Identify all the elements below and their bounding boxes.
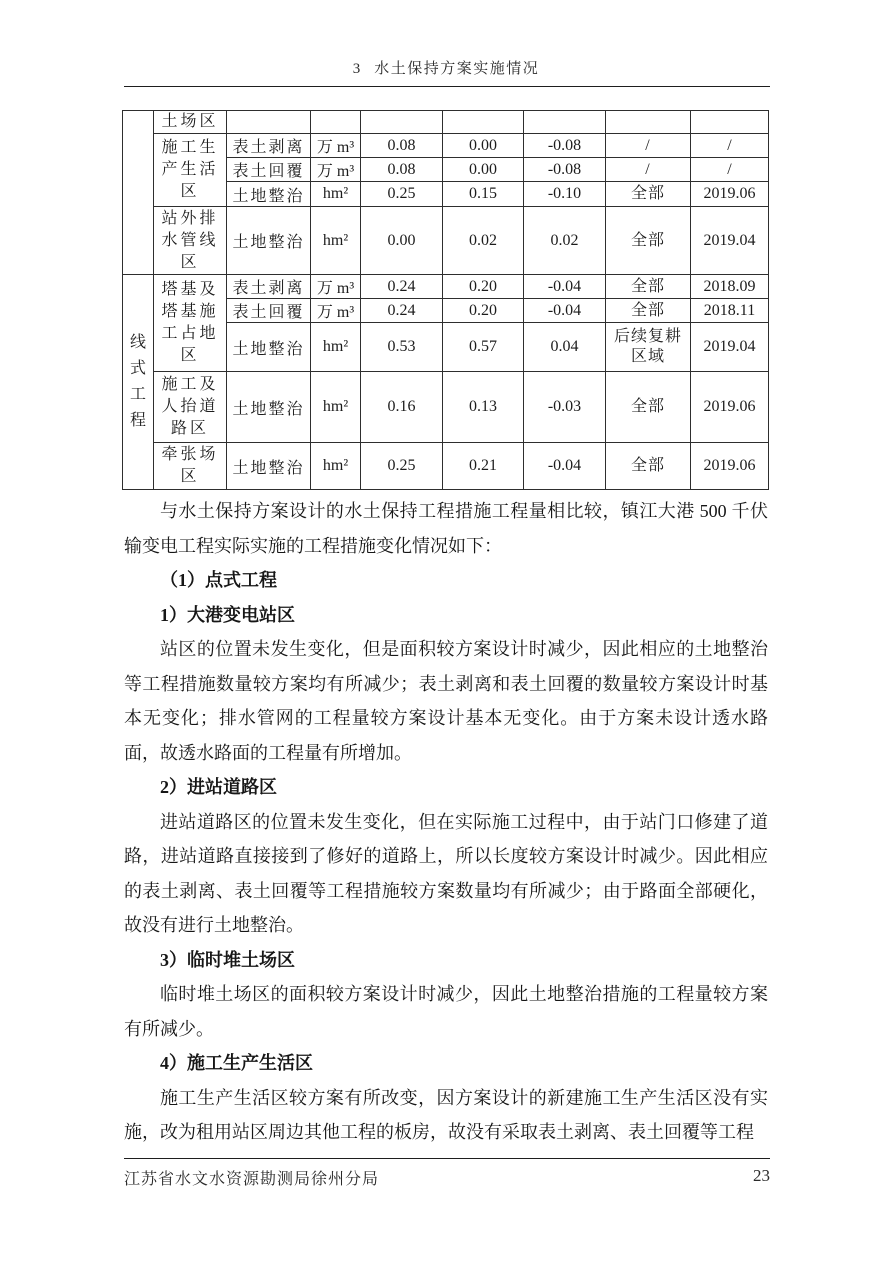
table-row	[123, 372, 769, 443]
measures-table	[122, 110, 769, 490]
heading-construction-living-area: 4）施工生产生活区	[160, 1053, 313, 1073]
unit-cell	[311, 111, 361, 134]
design-qty-cell: 0.08	[361, 158, 443, 182]
actual-qty-cell: 0.02	[443, 207, 524, 275]
paragraph-construction-living-area: 施工生产生活区较方案有所改变，因方案设计的新建施工生产生活区没有实施，改为租用站区周边其他工程的板房，故没有采取表土剥离、表土回覆等工程	[124, 1087, 768, 1142]
unit-cell: hm²	[311, 207, 361, 275]
measure-cell: 表土回覆	[227, 158, 311, 182]
table-row	[123, 111, 769, 134]
document-body	[124, 494, 768, 1150]
time-cell: 2019.04	[691, 207, 769, 275]
measure-cell: 表土剥离	[227, 134, 311, 158]
actual-qty-cell: 0.00	[443, 134, 524, 158]
header-chapter-number: 3	[352, 61, 361, 77]
time-cell: /	[691, 134, 769, 158]
measure-cell: 土地整治	[227, 372, 311, 443]
paragraph-temp-soil-stockpile-area: 临时堆土场区的面积较方案设计时减少，因此土地整治措施的工程量较方案有所减少。	[124, 984, 768, 1039]
page-number: 23	[753, 1166, 770, 1185]
time-cell: 2018.11	[691, 299, 769, 323]
design-qty-cell: 0.16	[361, 372, 443, 443]
time-cell: 2019.06	[691, 182, 769, 207]
unit-cell: hm²	[311, 372, 361, 443]
actual-qty-cell: 0.00	[443, 158, 524, 182]
unit-cell: 万 m³	[311, 299, 361, 323]
location-cell: 全部	[606, 207, 691, 275]
location-cell: 全部	[606, 182, 691, 207]
table-row	[123, 443, 769, 490]
design-qty-cell: 0.25	[361, 182, 443, 207]
location-cell: /	[606, 134, 691, 158]
diff-qty-cell: -0.08	[524, 134, 606, 158]
unit-cell: 万 m³	[311, 275, 361, 299]
table-row	[123, 207, 769, 275]
page-footer	[124, 1166, 770, 1189]
running-header	[124, 57, 768, 78]
diff-qty-cell: -0.04	[524, 275, 606, 299]
actual-qty-cell: 0.20	[443, 275, 524, 299]
diff-qty-cell: -0.03	[524, 372, 606, 443]
measure-cell: 土地整治	[227, 207, 311, 275]
footer-organization: 江苏省水文水资源勘测局徐州分局	[124, 1171, 380, 1188]
heading-temp-soil-stockpile-area: 3）临时堆土场区	[160, 949, 295, 970]
paragraph-entrance-road-area: 进站道路区的位置未发生变化，但在实际施工过程中，由于站门口修建了道路，进站道路直接接到了修好的道路上，所以长度较方案设计时减少。因此相应的表土剥离、表土回覆等工程措施较方案数量均有所减少；由于路面全部硬化，故没有进行土地整治。	[124, 811, 768, 935]
measure-cell: 土地整治	[227, 323, 311, 372]
time-cell: 2018.09	[691, 275, 769, 299]
zone-cell: 施工及人抬道路区	[154, 372, 227, 443]
table-row	[123, 275, 769, 299]
heading-substation-area: 1）大港变电站区	[160, 604, 295, 625]
actual-qty-cell: 0.21	[443, 443, 524, 490]
heading-point-works: （1）点式工程	[160, 570, 277, 590]
measure-cell: 土地整治	[227, 443, 311, 490]
diff-qty-cell: -0.04	[524, 299, 606, 323]
time-cell: 2019.06	[691, 372, 769, 443]
footer-rule	[124, 1158, 770, 1159]
unit-cell: hm²	[311, 443, 361, 490]
section-label-cell: 线式工程	[123, 275, 154, 490]
unit-cell: hm²	[311, 182, 361, 207]
section-label-cell	[123, 111, 154, 275]
location-cell: /	[606, 158, 691, 182]
diff-qty-cell	[524, 111, 606, 134]
zone-cell: 牵张场区	[154, 443, 227, 490]
unit-cell: 万 m³	[311, 158, 361, 182]
time-cell: /	[691, 158, 769, 182]
diff-qty-cell: -0.10	[524, 182, 606, 207]
measure-cell: 表土剥离	[227, 275, 311, 299]
location-cell: 全部	[606, 372, 691, 443]
location-cell: 全部	[606, 299, 691, 323]
design-qty-cell: 0.25	[361, 443, 443, 490]
diff-qty-cell: -0.04	[524, 443, 606, 490]
time-cell: 2019.06	[691, 443, 769, 490]
actual-qty-cell	[443, 111, 524, 134]
actual-qty-cell: 0.57	[443, 323, 524, 372]
measure-cell: 表土回覆	[227, 299, 311, 323]
location-cell: 全部	[606, 443, 691, 490]
paragraph-substation-area: 站区的位置未发生变化，但是面积较方案设计时减少，因此相应的土地整治等工程措施数量较方案均有所减少；表土剥离和表土回覆的数量较方案设计时基本无变化；排水管网的工程量较方案设计基本无变化。由于方案未设计透水路面，故透水路面的工程量有所增加。	[124, 639, 768, 763]
design-qty-cell: 0.08	[361, 134, 443, 158]
unit-cell: 万 m³	[311, 134, 361, 158]
design-qty-cell: 0.24	[361, 275, 443, 299]
time-cell	[691, 111, 769, 134]
design-qty-cell: 0.53	[361, 323, 443, 372]
location-cell: 全部	[606, 275, 691, 299]
measure-cell: 土地整治	[227, 182, 311, 207]
actual-qty-cell: 0.13	[443, 372, 524, 443]
diff-qty-cell: 0.02	[524, 207, 606, 275]
header-rule	[124, 86, 770, 87]
design-qty-cell	[361, 111, 443, 134]
time-cell: 2019.04	[691, 323, 769, 372]
zone-cell: 塔基及塔基施工占地区	[154, 275, 227, 372]
design-qty-cell: 0.24	[361, 299, 443, 323]
header-title: 水土保持方案实施情况	[374, 61, 540, 77]
design-qty-cell: 0.00	[361, 207, 443, 275]
zone-cell: 土场区	[154, 111, 227, 134]
zone-cell: 施工生产生活区	[154, 134, 227, 207]
diff-qty-cell: 0.04	[524, 323, 606, 372]
heading-entrance-road-area: 2）进站道路区	[160, 777, 277, 797]
table-row	[123, 134, 769, 158]
intro-paragraph: 与水土保持方案设计的水土保持工程措施工程量相比较，镇江大港 500 千伏输变电工程实际实施的工程措施变化情况如下：	[124, 501, 768, 556]
actual-qty-cell: 0.20	[443, 299, 524, 323]
diff-qty-cell: -0.08	[524, 158, 606, 182]
actual-qty-cell: 0.15	[443, 182, 524, 207]
location-cell: 后续复耕区域	[606, 323, 691, 372]
unit-cell: hm²	[311, 323, 361, 372]
measure-cell	[227, 111, 311, 134]
zone-cell: 站外排水管线区	[154, 207, 227, 275]
location-cell	[606, 111, 691, 134]
